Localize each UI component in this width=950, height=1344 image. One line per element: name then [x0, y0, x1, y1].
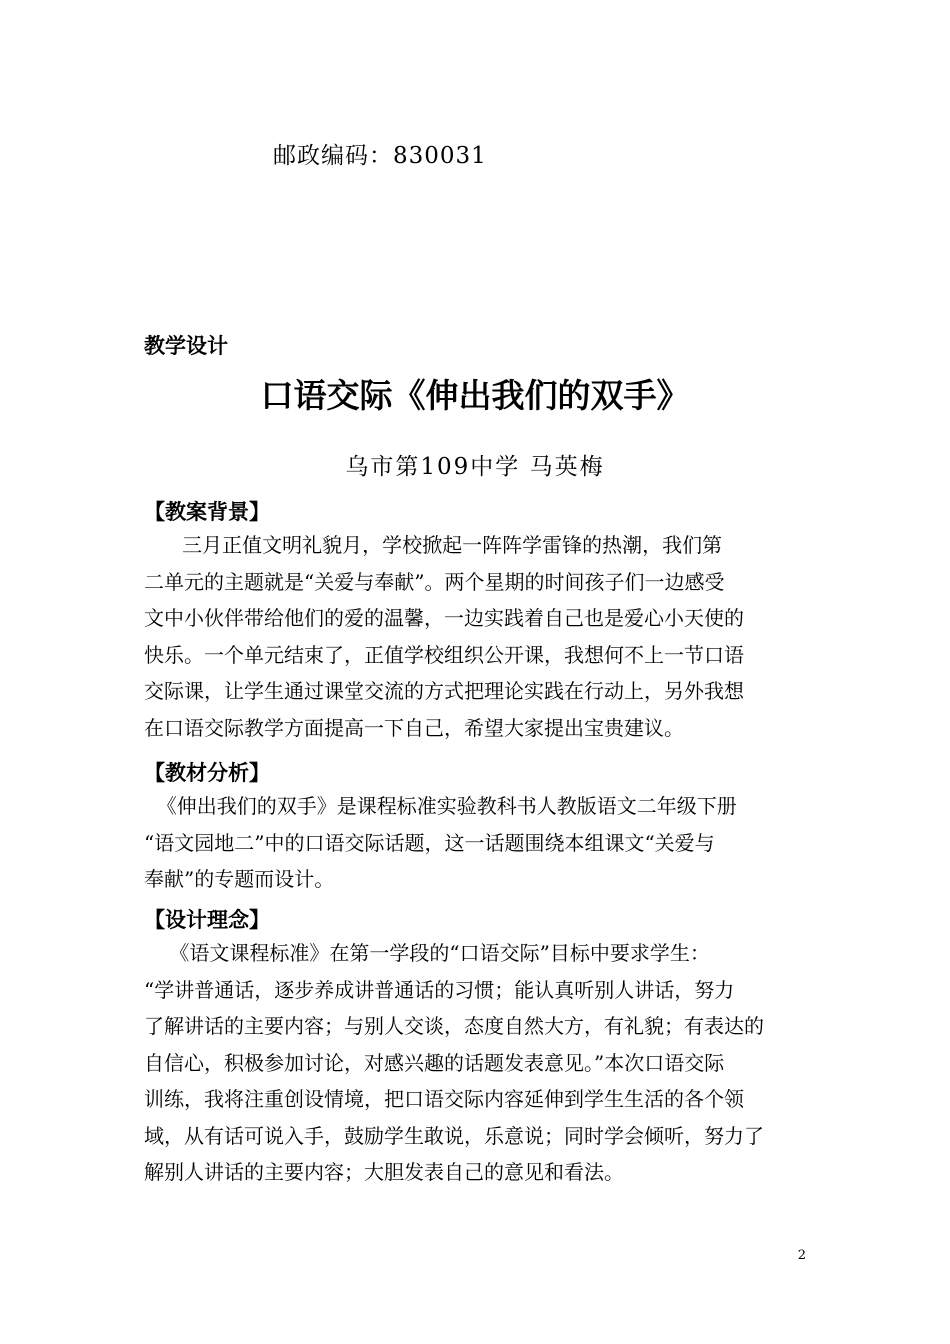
paragraph-line: 三月正值文明礼貌月，学校掀起一阵阵学雷锋的热潮，我们第: [144, 533, 723, 557]
section-background: [144, 497, 808, 746]
paragraph-line: 快乐。一个单元结束了，正值学校组织公开课，我想何不上一节口语: [144, 642, 744, 667]
paragraph-line: 奉献”的专题而设计。: [144, 867, 335, 891]
paragraph-line: 二单元的主题就是“关爱与奉献”。两个星期的时间孩子们一边感受: [144, 569, 725, 594]
section-heading: 【教材分析】: [144, 761, 270, 785]
paragraph-line: 《语文课程标准》在第一学段的“口语交际”目标中要求学生：: [144, 941, 710, 965]
paragraph-line: 解别人讲话的主要内容；大胆发表自己的意见和看法。: [144, 1160, 624, 1184]
paragraph-line: 交际课，让学生通过课堂交流的方式把理论实践在行动上，另外我想: [144, 679, 744, 703]
section-heading: 【设计理念】: [144, 908, 270, 932]
paragraph-line: “语文园地二”中的口语交际话题，这一话题围绕本组课文“关爱与: [144, 830, 715, 855]
section-paragraph: [144, 935, 808, 1191]
paragraph-line: 自信心，积极参加讨论，对感兴趣的话题发表意见。”本次口语交际: [144, 1050, 725, 1075]
document-label: 教学设计: [144, 334, 228, 358]
section-paragraph: [144, 788, 808, 898]
section-material-analysis: [144, 758, 808, 898]
paragraph-line: 域，从有话可说入手，鼓励学生敢说，乐意说；同时学会倾听，努力了: [144, 1123, 764, 1148]
paragraph-line: 文中小伙伴带给他们的爱的温馨，一边实践着自己也是爱心小天使的: [144, 606, 744, 630]
paragraph-line: 了解讲话的主要内容；与别人交谈，态度自然大方，有礼貌；有表达的: [144, 1014, 764, 1038]
paragraph-line: 《伸出我们的双手》是课程标准实验教科书人教版语文二年级下册: [144, 794, 737, 818]
paragraph-line: 训练，我将注重创设情境，把口语交际内容延伸到学生生活的各个领: [144, 1087, 744, 1111]
page-title: 口语交际《伸出我们的双手》: [260, 376, 690, 415]
page-number: 2: [797, 1248, 806, 1263]
paragraph-line: 在口语交际教学方面提高一下自己，希望大家提出宝贵建议。: [144, 715, 684, 740]
section-paragraph: [144, 527, 808, 746]
author-line: 乌市第109中学 马英梅: [345, 454, 605, 480]
postal-code: 邮政编码：830031: [273, 143, 487, 169]
section-design-concept: [144, 905, 808, 1191]
paragraph-line: “学讲普通话，逐步养成讲普通话的习惯；能认真听别人讲话，努力: [144, 977, 735, 1002]
section-heading: 【教案背景】: [144, 500, 270, 524]
